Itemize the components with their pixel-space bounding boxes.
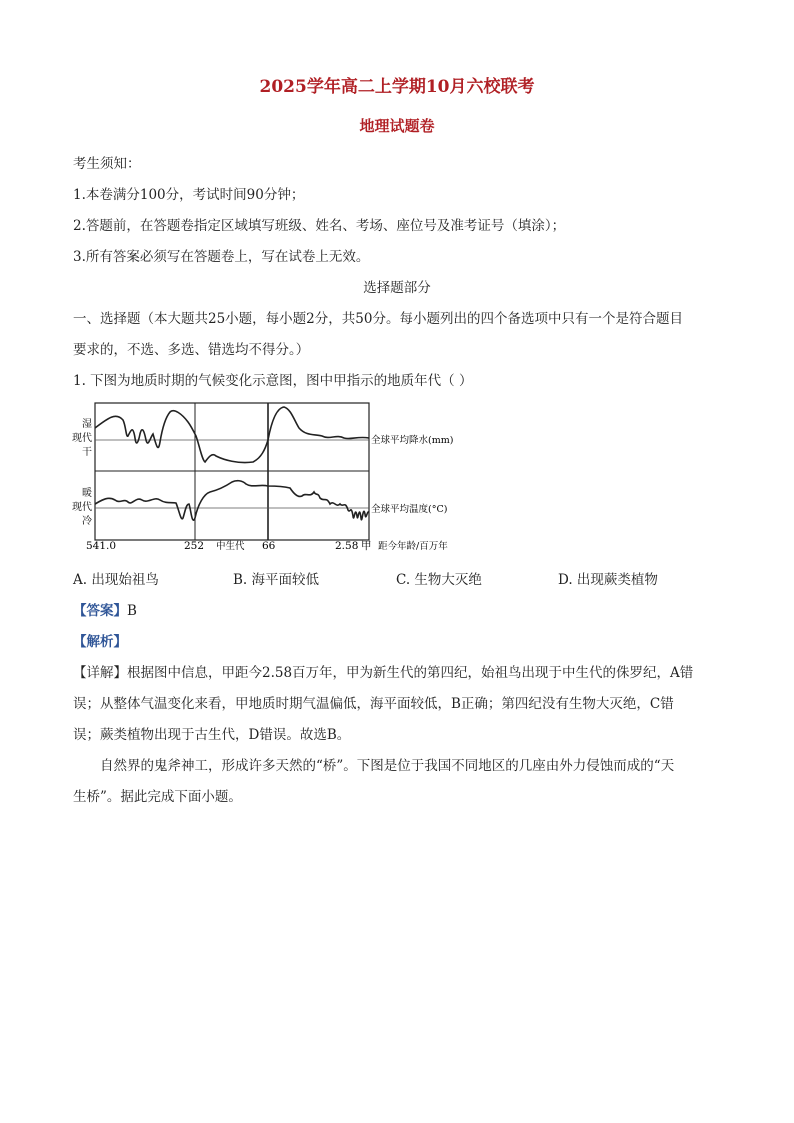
climate-change-figure [72,400,478,555]
notice-item-1: 1.本卷满分100分，考试时间90分钟； [73,187,305,203]
tick-jia: 甲 [361,540,372,552]
tick-252: 252 [184,540,205,552]
detail-line-2: 误；从整体气温变化来看，甲地质时期气温偏低，海平面较低，B正确；第四纪没有生物大灭绝，C错 [73,696,674,712]
detail-text-1: 根据图中信息，甲距今2.58百万年，甲为新生代的第四纪，始祖鸟出现于中生代的侏罗纪，A错 [127,665,694,681]
cold-label: 冷 [82,516,92,527]
notice-heading: 考生须知： [73,156,141,172]
tick-2-58: 2.58 [335,540,359,552]
option-a: A. 出现始祖鸟 [73,572,159,588]
exam-subtitle: 地理试题卷 [359,117,435,135]
present-precip-label: 现代 [72,433,92,444]
section-intro-line2: 要求的，不选、多选、错选均不得分。） [73,342,310,358]
section-name: 选择题部分 [363,280,431,296]
precipitation-curve [95,407,369,463]
tick-mesozoic: 中生代 [216,541,245,552]
passage-line-2: 生桥”。据此完成下面小题。 [73,789,242,805]
humid-label: 湿 [82,419,92,430]
dry-label: 干 [82,447,92,458]
present-temp-label: 现代 [72,502,92,513]
passage-line-1: 自然界的鬼斧神工，形成许多天然的“桥”。下图是位于我国不同地区的几座由外力侵蚀而成的“天 [100,758,675,774]
detail-line-1 [73,661,693,681]
question-1-stem: 1. 下图为地质时期的气候变化示意图，图中甲指示的地质年代（ ） [73,373,473,389]
precip-axis-label: 全球平均降水(mm) [371,435,454,446]
section-intro-line1: 一、选择题（本大题共25小题，每小题2分，共50分。每小题列出的四个备选项中只有一个是符合题目 [73,311,683,327]
detail-line-3: 误；蕨类植物出现于古生代，D错误。故选B。 [73,727,351,743]
answer-line [73,599,137,619]
analysis-line [73,630,127,650]
answer-tag: 【答案】 [73,603,127,619]
analysis-tag: 【解析】 [73,634,127,650]
tick-66: 66 [262,540,276,552]
detail-tag: 【详解】 [73,665,127,681]
warm-label: 暖 [82,488,92,499]
option-b: B. 海平面较低 [233,572,320,588]
option-c: C. 生物大灭绝 [396,572,482,588]
notice-item-3: 3.所有答案必须写在答题卷上，写在试卷上无效。 [73,249,370,265]
answer-value: B [127,603,137,619]
temperature-curve [95,481,369,521]
option-d: D. 出现蕨类植物 [558,572,658,588]
temp-axis-label: 全球平均温度(°C) [371,504,448,515]
exam-title: 2025学年高二上学期10月六校联考 [259,77,535,97]
notice-item-2: 2.答题前，在答题卷指定区域填写班级、姓名、考场、座位号及准考证号（填涂）； [73,218,566,234]
tick-541: 541.0 [86,540,117,552]
x-axis-label: 距今年龄/百万年 [378,541,448,552]
